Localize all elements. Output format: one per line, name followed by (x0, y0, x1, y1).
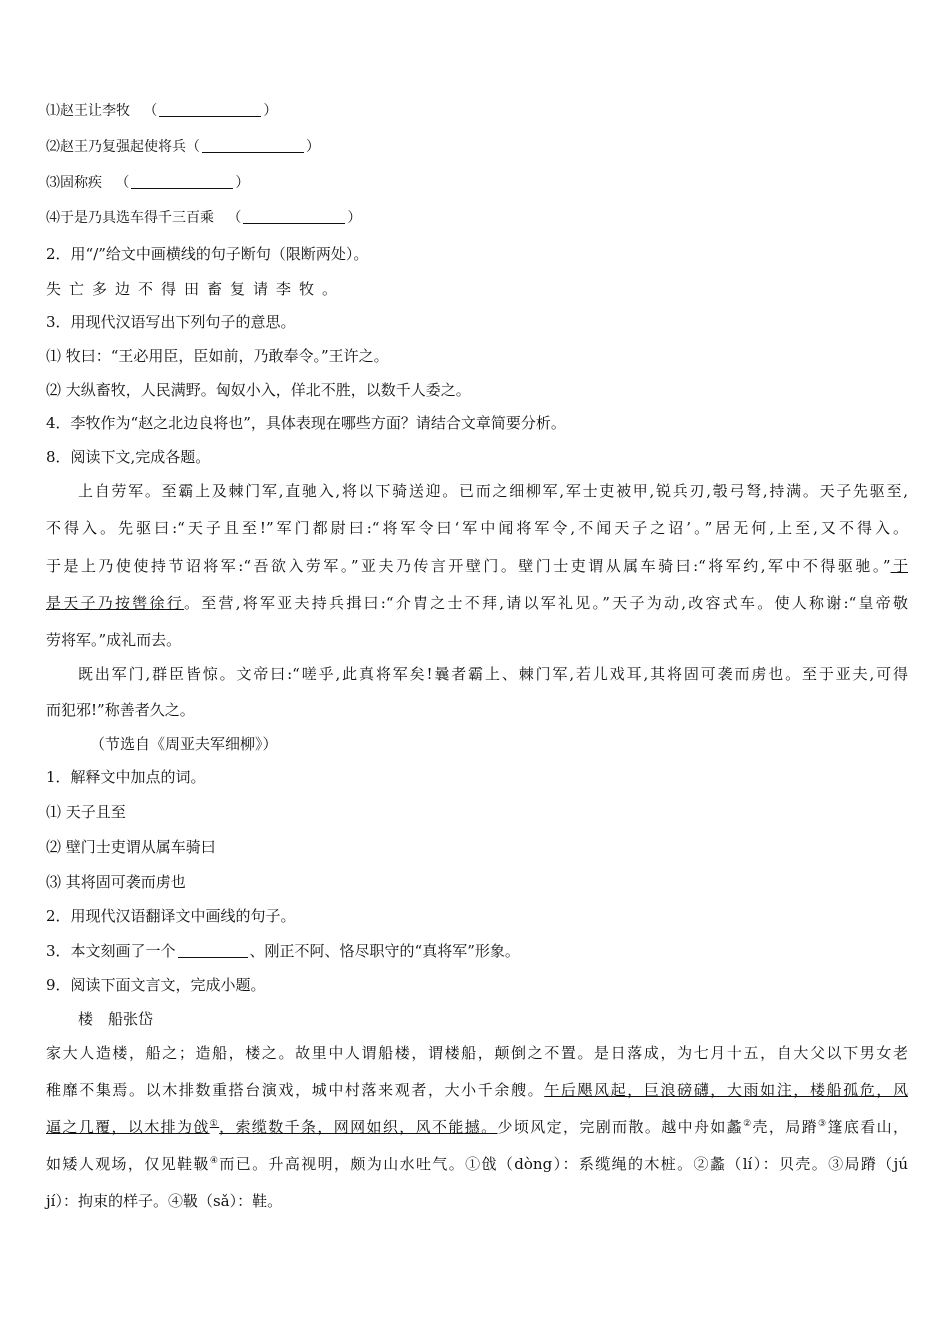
answer-blank[interactable] (131, 174, 233, 189)
paren-close: ） (235, 175, 250, 191)
item-number: ⑵ (46, 139, 60, 155)
q-zhao-item-3 (46, 173, 249, 193)
paren-open: （ (227, 210, 242, 226)
q-zhao-question-4: 4．李牧作为“赵之北边良将也”，具体表现在哪些方面？请结合文章简要分析。 (46, 414, 566, 432)
underlined-sentence: ，索缆数千条，网网如织，风不能撼。 (219, 1118, 498, 1136)
item-text: 赵王让李牧 (60, 103, 130, 119)
q9-passage-line: jí）：拘束的样子。④靸（sǎ）：鞋。 (46, 1192, 283, 1210)
question-text: 3．本文刻画了一个 (46, 942, 176, 960)
underlined-sentence: 于 (890, 557, 908, 575)
answer-blank[interactable] (159, 102, 261, 117)
q-zhao-question-3-1: ⑴ 牧曰：“王必用臣，臣如前，乃敢奉令。”王许之。 (46, 347, 389, 365)
q8-passage-line: 不得入。先驱曰:“天子且至!”军门都尉曰:“将军令曰‘军中闻将军令,不闻天子之诏’。”居无何,上至,又不得入。 (46, 519, 908, 537)
q-zhao-sentence-to-punctuate: 失亡多边不得田畜复请李牧。 (46, 280, 346, 298)
item-text: 赵王乃复强起使将兵 (60, 139, 186, 155)
item-number: ⑴ (46, 103, 60, 119)
passage-text: 壳，局蹐 (752, 1118, 819, 1136)
q8-passage-line: 而犯邪!”称善者久之。 (46, 701, 195, 719)
footnote-mark: ③ (818, 1119, 828, 1129)
item-text: 固称疾 (60, 175, 102, 191)
passage-text: 而已。升高视明，颇为山水吐气。①戗（dòng）：系缆绳的木桩。②蠡（lí）：贝壳。③局蹐（jú (219, 1155, 908, 1173)
footnote-mark: ④ (209, 1156, 220, 1166)
underlined-sentence: 午后飓风起，巨浪磅礴，大雨如注，楼船孤危，风 (544, 1081, 908, 1099)
answer-blank[interactable] (202, 138, 304, 153)
passage-text: 篷底看山， (827, 1118, 908, 1136)
item-number: ⑷ (46, 210, 60, 226)
paren-open: （ (186, 139, 200, 155)
passage-text: 如矮人观场，仅见鞋靸 (46, 1155, 210, 1173)
passage-text: 稚靡不集焉。以木排数重搭台演戏，城中村落来观者，大小千余艘。 (46, 1081, 545, 1099)
paren-close: ） (306, 139, 320, 155)
q-zhao-item-4 (46, 208, 361, 228)
underlined-sentence: 是天子乃按辔徐行 (46, 594, 185, 612)
q9-title: 楼 船张岱 (78, 1010, 154, 1028)
q-zhao-question-3: 3．用现代汉语写出下列句子的意思。 (46, 313, 296, 331)
paren-close: ） (263, 103, 278, 119)
q9-passage-line: 家大人造楼，船之；造船，楼之。故里中人谓船楼，谓楼船，颠倒之不置。是日落成，为七月十五，自大父以下男女老 (46, 1044, 908, 1062)
q9-heading: 9．阅读下面文言文，完成小题。 (46, 976, 266, 994)
passage-text: 。至营,将军亚夫持兵揖曰:“介胄之士不拜,请以军礼见。”天子为动,改容式车。使人称谢:“皇帝敬 (184, 594, 908, 612)
passage-text: 少顷风定，完剧而散。越中舟如蠡 (497, 1118, 744, 1136)
paren-open: （ (115, 175, 130, 191)
q8-question-1-3: ⑶ 其将固可袭而虏也 (46, 873, 186, 891)
q8-passage-line (46, 593, 908, 613)
q8-passage-line: 上自劳军。至霸上及棘门军,直驰入,将以下骑送迎。已而之细柳军,军士吏被甲,锐兵刃,彀弓弩,持满。天子先驱至, (78, 482, 908, 500)
q8-source: （节选自《周亚夫军细柳》） (90, 735, 278, 753)
paren-open: （ (143, 103, 158, 119)
question-text: 、刚正不阿、恪尽职守的“真将军”形象。 (249, 942, 520, 960)
q8-question-1: 1．解释文中加点的词。 (46, 768, 206, 786)
q8-passage-line (46, 556, 908, 576)
footnote-mark: ② (743, 1119, 753, 1129)
q8-question-3 (46, 941, 520, 961)
q-zhao-question-2: 2．用“/”给文中画横线的句子断句（限断两处）。 (46, 245, 369, 263)
q8-question-1-2: ⑵ 壁门士吏谓从属车骑曰 (46, 838, 216, 856)
paren-close: ） (347, 210, 362, 226)
q9-passage-line (46, 1080, 908, 1100)
q-zhao-item-1 (46, 101, 277, 121)
answer-blank[interactable] (178, 943, 248, 958)
answer-blank[interactable] (243, 209, 345, 224)
footnote-mark: ① (209, 1119, 220, 1129)
q9-passage-line (46, 1154, 908, 1174)
q8-question-1-1: ⑴ 天子且至 (46, 803, 126, 821)
underlined-sentence: 逼之几覆，以木排为戗 (46, 1118, 210, 1136)
passage-text: 于是上乃使使持节诏将军:“吾欲入劳军。”亚夫乃传言开壁门。壁门士吏谓从属车骑曰:“将军约,军中不得驱驰。” (46, 557, 891, 575)
item-number: ⑶ (46, 175, 60, 191)
q9-passage-line (46, 1117, 908, 1137)
q-zhao-question-3-2: ⑵ 大纵畜牧，人民满野。匈奴小入，佯北不胜，以数千人委之。 (46, 381, 471, 399)
q8-question-2: 2．用现代汉语翻译文中画线的句子。 (46, 907, 296, 925)
q8-passage-line: 既出军门,群臣皆惊。文帝曰:“嗟乎,此真将军矣!曩者霸上、棘门军,若儿戏耳,其将固可袭而虏也。至于亚夫,可得 (78, 665, 908, 683)
item-text: 于是乃具选车得千三百乘 (60, 210, 214, 226)
q8-heading: 8．阅读下文,完成各题。 (46, 448, 211, 466)
q-zhao-item-2 (46, 137, 320, 157)
q8-passage-line: 劳将军。”成礼而去。 (46, 631, 182, 649)
